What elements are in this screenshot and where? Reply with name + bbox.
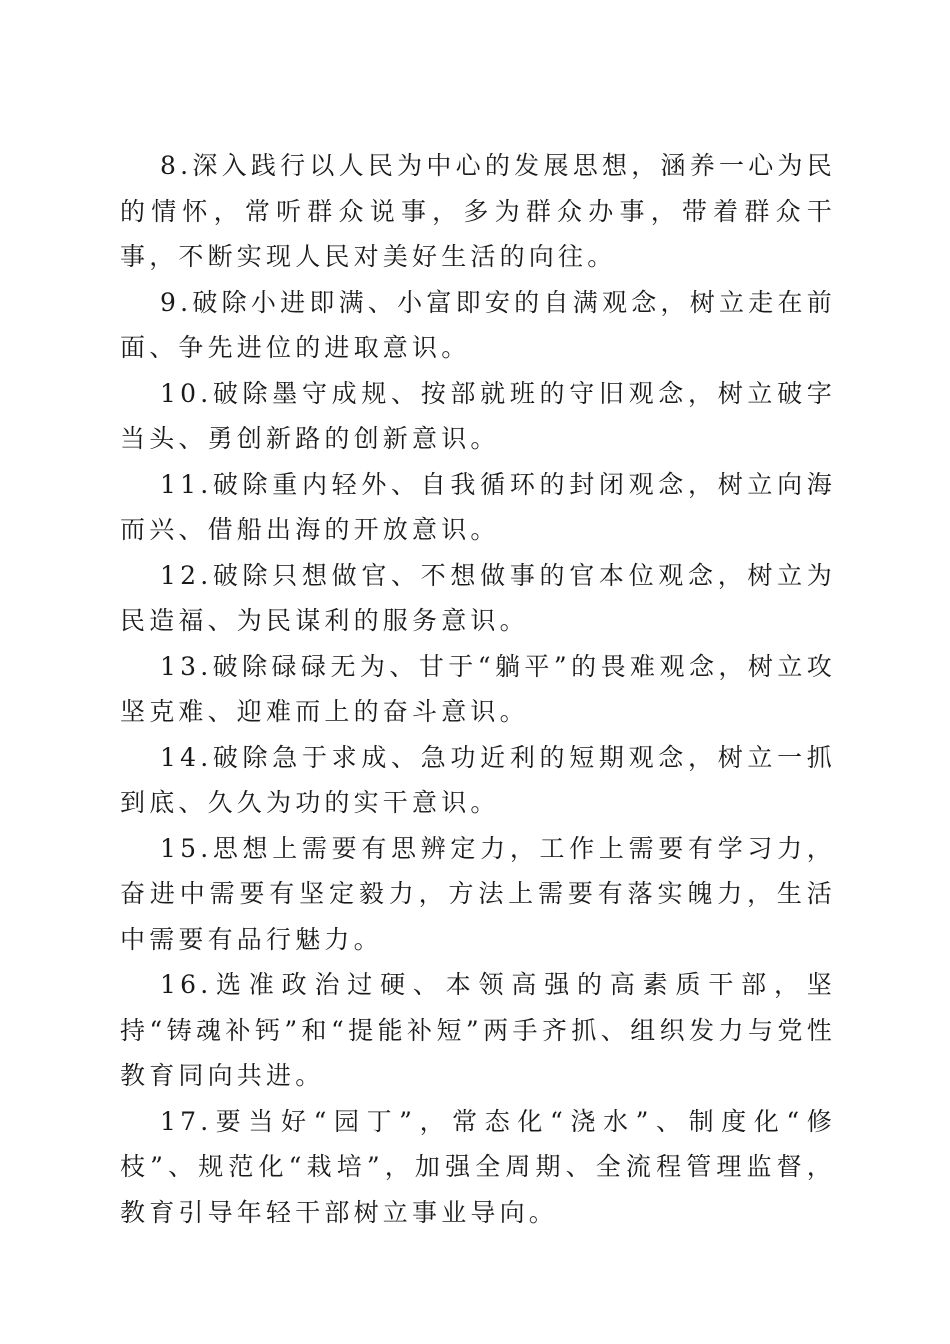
- paragraph-17: 17.要当好“园丁”，常态化“浇水”、制度化“修枝”、规范化“栽培”，加强全周期、全流程管理监督，教育引导年轻干部树立事业导向。: [120, 1106, 836, 1227]
- paragraph-9: 9.破除小进即满、小富即安的自满观念，树立走在前面、争先进位的进取意识。: [120, 287, 836, 362]
- paragraph-16: 16.选准政治过硬、本领高强的高素质干部，坚持“铸魂补钙”和“提能补短”两手齐抓、组织发力与党性教育同向共进。: [120, 970, 836, 1090]
- paragraph-15: 15.思想上需要有思辨定力，工作上需要有学习力，奋进中需要有坚定毅力，方法上需要有落实魄力，生活中需要有品行魅力。: [120, 833, 836, 954]
- paragraph-13: 13.破除碌碌无为、甘于“躺平”的畏难观念，树立攻坚克难、迎难而上的奋斗意识。: [120, 651, 836, 726]
- paragraph-10: 10.破除墨守成规、按部就班的守旧观念，树立破字当头、勇创新路的创新意识。: [120, 378, 836, 453]
- paragraph-14: 14.破除急于求成、急功近利的短期观念，树立一抓到底、久久为功的实干意识。: [120, 742, 836, 817]
- paragraph-8: 8.深入践行以人民为中心的发展思想，涵养一心为民的情怀，常听群众说事，多为群众办事，带着群众干事，不断实现人民对美好生活的向往。: [120, 151, 836, 271]
- document-body: [120, 143, 836, 1235]
- paragraph-11: 11.破除重内轻外、自我循环的封闭观念，树立向海而兴、借船出海的开放意识。: [120, 469, 836, 544]
- paragraph-12: 12.破除只想做官、不想做事的官本位观念，树立为民造福、为民谋利的服务意识。: [120, 560, 836, 635]
